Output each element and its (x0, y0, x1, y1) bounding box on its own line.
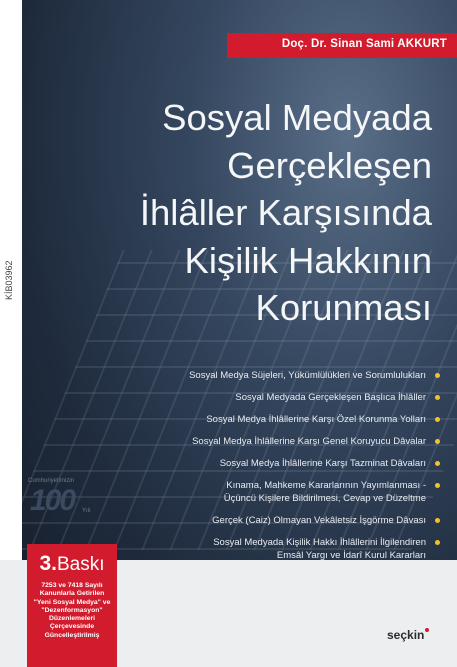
topic-text: Kınama, Mahkeme Kararlarının Yayımlanması - (226, 480, 426, 491)
topic-item (189, 514, 430, 527)
edition-label: Baskı (56, 554, 105, 575)
topic-text: Sosyal Medyada Gerçekleşen Başlıca İhlâller (235, 392, 426, 403)
edition-note: 7253 ve 7418 Sayılı Kanunlarla Getirilen "Yeni Sosyal Medya" ve "Dezenformasyon" Düzenlemeleri Çerçevesinde Güncelleştirilmiş (33, 582, 111, 639)
topic-item (189, 457, 430, 470)
topic-item (189, 435, 430, 448)
edition-box (27, 544, 117, 667)
title-line: Sosyal Medyada (162, 97, 432, 138)
topic-item (189, 479, 430, 505)
publisher-dot-icon (425, 628, 429, 632)
publisher-name: seçkin (387, 628, 425, 642)
title-line: Korunması (255, 287, 432, 328)
topic-text: Sosyal Medya Süjeleri, Yükümlülükleri ve Sorumlulukları (189, 370, 426, 381)
badge-suffix: Yılı (82, 508, 91, 514)
bullet-icon (435, 540, 440, 545)
title-line: İhlâller Karşısında (139, 192, 432, 233)
bullet-icon (435, 518, 440, 523)
edition-title (27, 552, 117, 576)
topic-item (189, 391, 430, 404)
bullet-icon (435, 417, 440, 422)
topic-item (189, 369, 430, 382)
topic-text: Sosyal Medya İhlâllerine Karşı Tazminat Dâvaları (219, 458, 426, 469)
edition-number: 3. (39, 552, 57, 575)
badge-caption: Cumhuriyetimizin (28, 478, 75, 484)
publisher-logo (387, 628, 429, 642)
topic-text: Gerçek (Caiz) Olmayan Vekâletsiz İşgörme Dâvası (212, 515, 426, 526)
republic-100-logo (28, 478, 98, 520)
topic-text: Emsâl Yargı ve İdarî Kurul Kararları (276, 550, 426, 561)
bullet-icon (435, 483, 440, 488)
topic-text: Üçüncü Kişilere Bildirilmesi, Cevap ve Düzeltme (223, 493, 426, 504)
badge-number: 100 (30, 484, 75, 517)
topic-text: Sosyal Medya İhlâllerine Karşı Özel Korunma Yolları (206, 414, 426, 425)
bullet-icon (435, 373, 440, 378)
book-title (140, 94, 432, 332)
topic-text: Sosyal Medyada Kişilik Hakkı İhlâllerini İlgilendiren (213, 537, 426, 548)
topic-item (189, 413, 430, 426)
author-bar (227, 33, 457, 58)
topics-list (189, 369, 430, 571)
topic-item (189, 536, 430, 562)
author-name: Doç. Dr. Sinan Sami AKKURT (281, 38, 447, 50)
bullet-icon (435, 395, 440, 400)
side-code: KİB03962 (4, 260, 14, 300)
title-line: Kişilik Hakkının (184, 239, 432, 281)
title-line: Gerçekleşen (227, 144, 432, 186)
bullet-icon (435, 439, 440, 444)
topic-text: Sosyal Medya İhlâllerine Karşı Genel Koruyucu Dâvalar (192, 436, 426, 447)
bullet-icon (435, 461, 440, 466)
